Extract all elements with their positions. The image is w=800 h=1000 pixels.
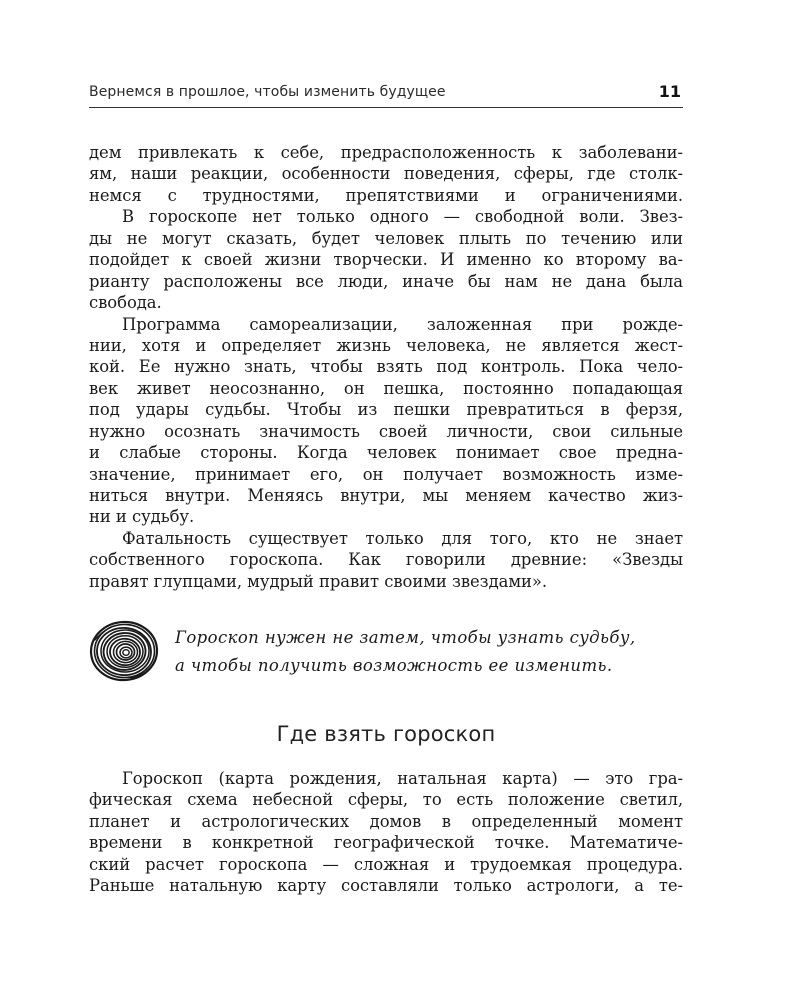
text-line: дем привлекать к себе, предрасположенность к заболевани- xyxy=(89,143,683,162)
text-line: Гороскоп (карта рождения, натальная карта) — это гра- xyxy=(122,769,683,788)
text-line: правят глупцами, мудрый правит своими звездами». xyxy=(89,571,548,591)
quote-text xyxy=(175,624,636,680)
pull-quote xyxy=(89,620,683,684)
text-line: ды не могут сказать, будет человек плыть по течению или xyxy=(89,228,683,248)
text-line: ни и судьбу. xyxy=(89,507,195,527)
text-line: и слабые стороны. Когда человек понимает свое предна- xyxy=(89,443,683,463)
quote-line: Гороскоп нужен не затем, чтобы узнать судьбу, xyxy=(175,628,636,647)
text-line: Фатальность существует только для того, кто не знает xyxy=(122,528,683,548)
text-line: ниться внутри. Меняясь внутри, мы меняем качество жиз- xyxy=(89,486,683,505)
text-line: значение, принимает его, он получает возможность изме- xyxy=(89,464,683,484)
text-line: фическая схема небесной сферы, то есть положение светил, xyxy=(89,790,683,810)
text-line: Раньше натальную карту составляли только астрологи, а те- xyxy=(89,876,683,896)
header-rule xyxy=(89,107,683,108)
text-line: нужно осознать значимость своей личности, свои сильные xyxy=(89,421,683,441)
text-line: собственного гороскопа. Как говорили древние: «Звезды xyxy=(89,550,683,570)
running-head xyxy=(89,82,682,104)
text-line: под удары судьбы. Чтобы из пешки превратиться в ферзя, xyxy=(89,400,683,420)
text-line: век живет неосознанно, он пешка, постоянно попадающая xyxy=(89,378,683,398)
text-line: планет и астрологических домов в определенный момент xyxy=(89,811,683,831)
tree-rings-icon xyxy=(89,620,159,682)
text-line: ям, наши реакции, особенности поведения, сферы, где столк- xyxy=(89,164,683,184)
text-line: рианту расположены все люди, иначе бы нам не дана была xyxy=(89,271,683,291)
page-number: 11 xyxy=(658,82,681,101)
text-line: Программа самореализации, заложенная при рожде- xyxy=(122,314,683,334)
text-line: ский расчет гороскопа — сложная и трудоемкая процедура. xyxy=(89,854,683,874)
running-head-title: Вернемся в прошлое, чтобы изменить будущее xyxy=(89,84,446,100)
text-line: нии, хотя и определяет жизнь человека, не является жест- xyxy=(89,335,683,355)
text-line: кой. Ее нужно знать, чтобы взять под контроль. Пока чело- xyxy=(89,357,683,377)
section-heading: Где взять гороскоп xyxy=(276,722,496,746)
text-line: подойдет к своей жизни творчески. И именно ко второму ва- xyxy=(89,250,683,270)
text-line: В гороскопе нет только одного — свободной воли. Звез- xyxy=(122,207,683,227)
quote-line: а чтобы получить возможность ее изменить. xyxy=(175,656,613,675)
text-line: свобода. xyxy=(89,293,162,313)
body-text-top xyxy=(89,142,683,592)
text-line: времени в конкретной географической точке. Математиче- xyxy=(89,833,683,853)
text-line: немся с трудностями, препятствиями и ограничениями. xyxy=(89,185,683,205)
body-text-section xyxy=(89,768,683,897)
